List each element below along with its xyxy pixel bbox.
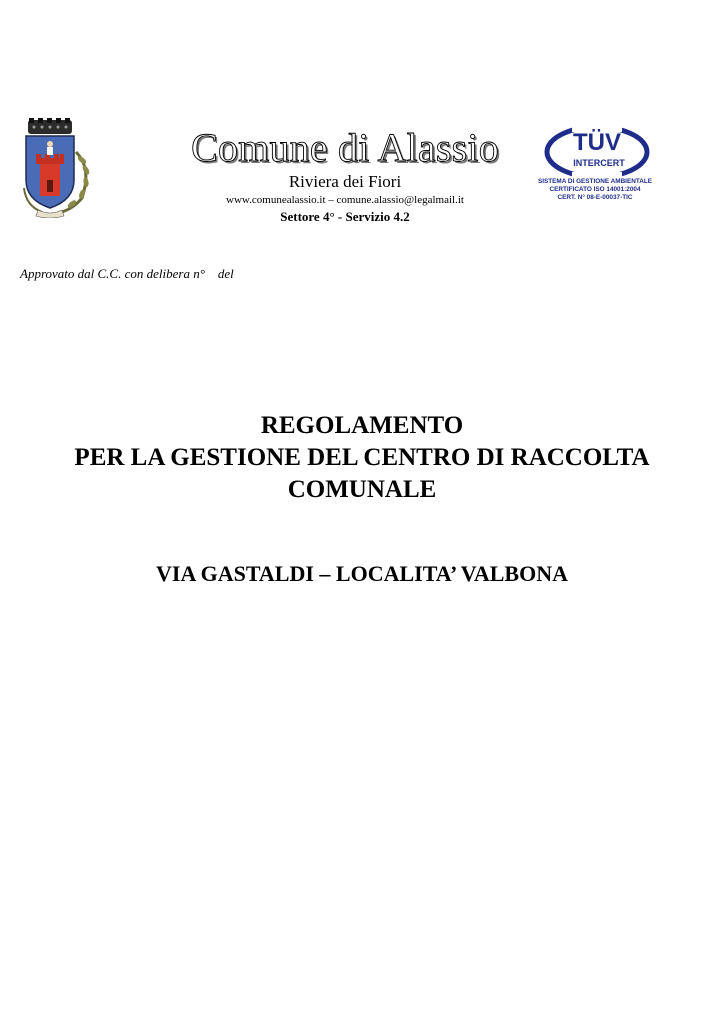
certification-info bbox=[530, 178, 660, 202]
municipality-title: Comune di Alassio bbox=[191, 125, 499, 170]
municipality-subtitle: Riviera dei Fiori bbox=[288, 172, 402, 191]
tuv-intercert-logo bbox=[542, 124, 652, 180]
cert-line-2: CERTIFICATO ISO 14001:2004 bbox=[549, 186, 641, 193]
coat-of-arms-logo bbox=[22, 118, 98, 218]
contact-info: www.comunealassio.it – comune.alassio@legalmail.it bbox=[226, 194, 464, 206]
approval-note: Approvato dal C.C. con delibera n° del bbox=[20, 266, 234, 281]
location-title: VIA GASTALDI – LOCALITA’ VALBONA bbox=[156, 561, 568, 586]
title-line-1: REGOLAMENTO bbox=[260, 412, 464, 439]
svg-text:INTERCERT: INTERCERT bbox=[573, 158, 625, 168]
cert-line-3: CERT. N° 08-E-00037-TIC bbox=[557, 194, 633, 201]
title-line-3: COMUNALE bbox=[287, 476, 437, 503]
cert-line-1: SISTEMA DI GESTIONE AMBIENTALE bbox=[537, 178, 653, 185]
letterhead bbox=[150, 126, 540, 225]
title-line-2: PER LA GESTIONE DEL CENTRO DI RACCOLTA bbox=[74, 444, 650, 471]
svg-text:TÜV: TÜV bbox=[573, 129, 621, 156]
sector-label: Settore 4° - Servizio 4.2 bbox=[280, 209, 410, 224]
document-title bbox=[20, 410, 704, 506]
